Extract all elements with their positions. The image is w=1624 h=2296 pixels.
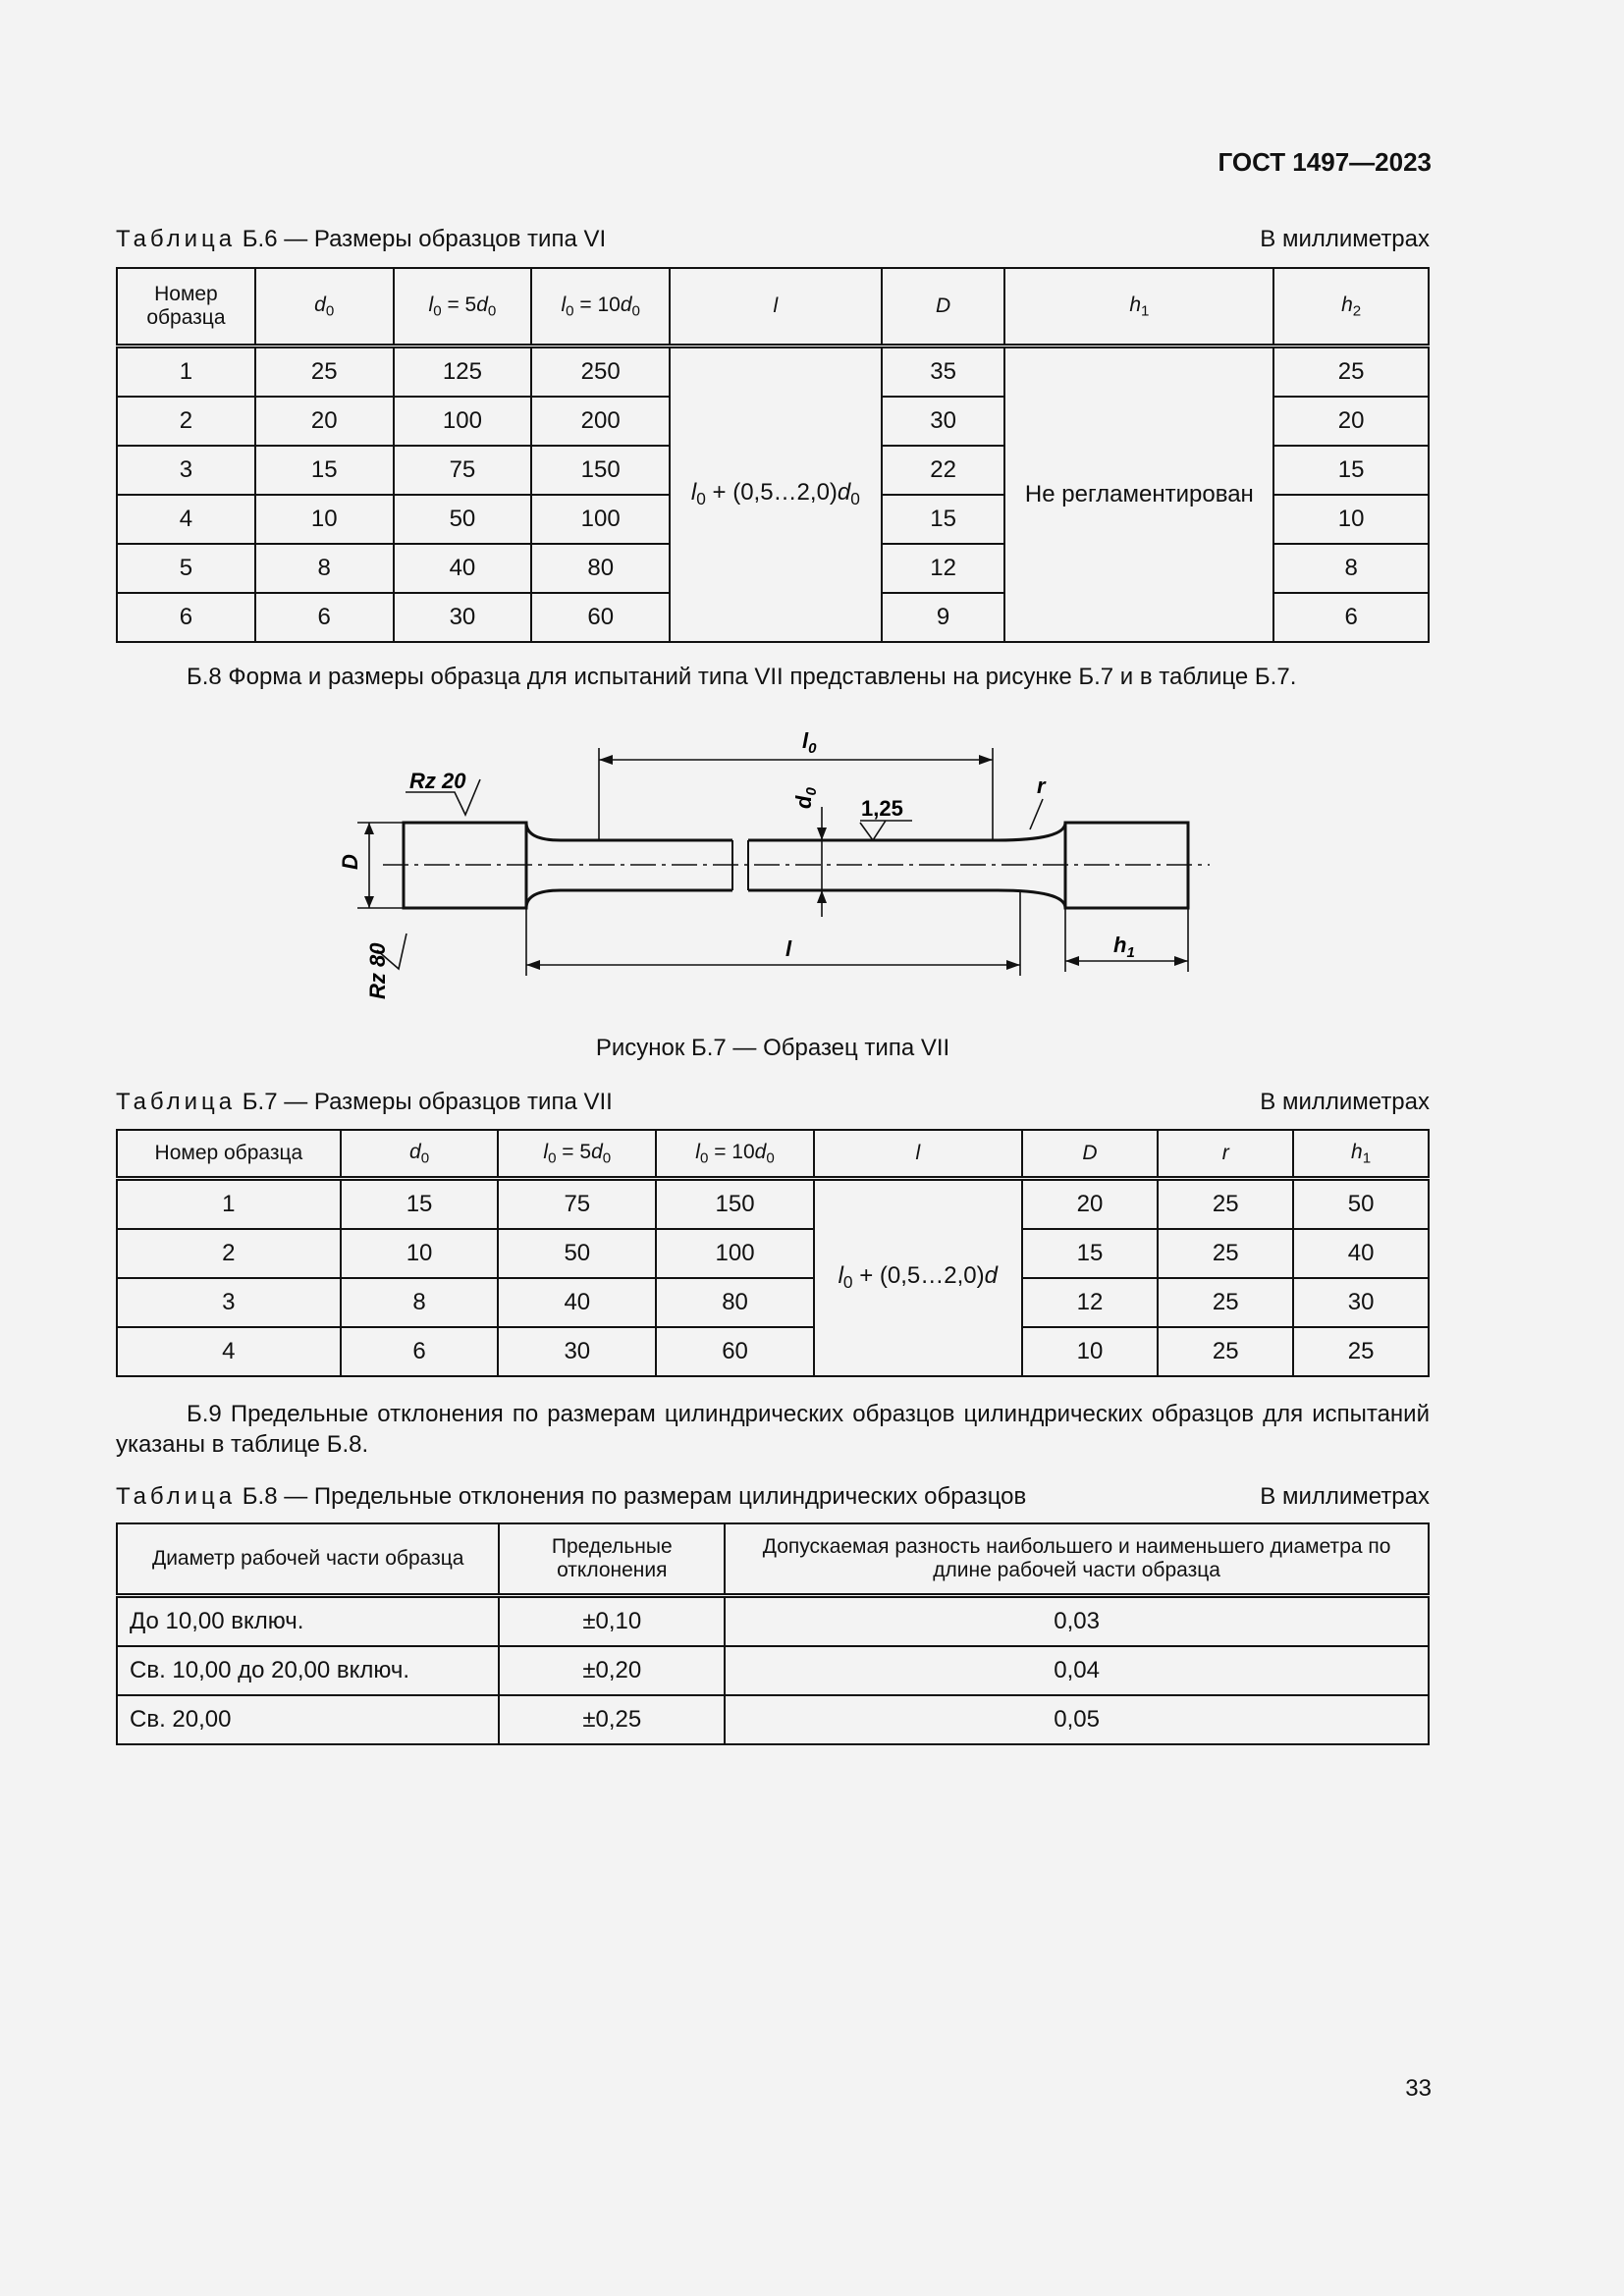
table7-col-h1: $h_1$ (1293, 1130, 1429, 1179)
cell: 30 (1293, 1278, 1429, 1327)
table6-caption-text: Б.6 — Размеры образцов типа VI (242, 226, 607, 252)
cell: 200 (531, 397, 670, 446)
table6-col-l0-5d0: $l_0 = 5d_0$ (394, 268, 532, 347)
table6-col-number: Номер образца (117, 268, 255, 347)
cell: 150 (531, 446, 670, 495)
cell: 20 (1022, 1179, 1159, 1230)
cell: 40 (1293, 1229, 1429, 1278)
label-l0: $l_0$ (802, 728, 817, 757)
table7-col-l: l (814, 1130, 1022, 1179)
cell: 100 (656, 1229, 814, 1278)
table7-col-D: D (1022, 1130, 1159, 1179)
table7-col-l0-10d0: $l_0 = 10d_0$ (656, 1130, 814, 1179)
table8-caption-text: Б.8 — Предельные отклонения по размерам цилиндрических образцов (242, 1483, 1027, 1510)
cell: 100 (531, 495, 670, 544)
table8-col-difference: Допускаемая разность наибольшего и наименьшего диаметра по длине рабочей части образца (725, 1523, 1429, 1596)
paragraph-b8: Б.8 Форма и размеры образца для испытаний типа VII представлены на рисунке Б.7 и в таблице Б.7. (187, 664, 1297, 690)
table6-caption-prefix: Таблица (116, 226, 237, 252)
table7-caption (116, 1089, 613, 1116)
table6-col-l0-10d0: $l_0 = 10d_0$ (531, 268, 670, 347)
table7-units: В миллиметрах (1260, 1089, 1430, 1115)
cell: 30 (498, 1327, 656, 1376)
table8 (116, 1522, 1430, 1745)
cell: 25 (1293, 1327, 1429, 1376)
cell: 2 (117, 1229, 341, 1278)
cell: 35 (882, 347, 1005, 398)
cell: 4 (117, 495, 255, 544)
table7-header-row (117, 1130, 1429, 1179)
table8-caption-row (116, 1483, 1430, 1511)
table8-row (117, 1596, 1429, 1647)
table6-l-formula-text: + (0,5…2,0) (712, 479, 838, 507)
cell: Св. 20,00 (117, 1695, 499, 1744)
table6-col-l: l (670, 268, 882, 347)
table8-row (117, 1695, 1429, 1744)
label-l: l (785, 936, 792, 961)
table7-row (117, 1179, 1429, 1230)
table7-col-l0-5d0: $l_0 = 5d_0$ (498, 1130, 656, 1179)
specimen-drawing (0, 0, 1624, 1041)
cell: 30 (394, 593, 532, 642)
cell: 75 (498, 1179, 656, 1230)
cell: 8 (341, 1278, 499, 1327)
cell: ±0,20 (499, 1646, 725, 1695)
cell: 8 (1273, 544, 1429, 593)
cell: 75 (394, 446, 532, 495)
cell: 15 (1273, 446, 1429, 495)
table7-l-formula-text: + (0,5…2,0) (859, 1262, 985, 1290)
cell: 50 (498, 1229, 656, 1278)
label-D: D (338, 854, 362, 870)
label-r: r (1037, 774, 1046, 798)
cell: 0,05 (725, 1695, 1429, 1744)
cell: 100 (394, 397, 532, 446)
cell: 15 (1022, 1229, 1159, 1278)
table6-col-h1: $h_1$ (1004, 268, 1273, 347)
cell: 3 (117, 1278, 341, 1327)
table7-l-formula: $l_0$ + (0,5…2,0)d (814, 1179, 1022, 1377)
cell: 9 (882, 593, 1005, 642)
cell: 40 (498, 1278, 656, 1327)
cell: 15 (255, 446, 394, 495)
cell: 20 (255, 397, 394, 446)
cell: 60 (656, 1327, 814, 1376)
cell: 80 (656, 1278, 814, 1327)
cell: 6 (117, 593, 255, 642)
table6-col-d0: $d_0$ (255, 268, 394, 347)
table6-col-D: D (882, 268, 1005, 347)
cell: 3 (117, 446, 255, 495)
table8-col-diameter: Диаметр рабочей части образца (117, 1523, 499, 1596)
table7-col-number: Номер образца (117, 1130, 341, 1179)
cell: 25 (1158, 1278, 1293, 1327)
cell: 2 (117, 397, 255, 446)
cell: 25 (1273, 347, 1429, 398)
table6-l-formula: $l_0$ + $(0,5\dots 2,0)d_0$ (670, 347, 882, 643)
cell: 15 (882, 495, 1005, 544)
cell: 10 (1022, 1327, 1159, 1376)
table7-row (117, 1327, 1429, 1376)
table8-col-deviation: Предельные отклонения (499, 1523, 725, 1596)
cell: Св. 10,00 до 20,00 включ. (117, 1646, 499, 1695)
cell: 60 (531, 593, 670, 642)
cell: 25 (1158, 1229, 1293, 1278)
document-code: ГОСТ 1497—2023 (1218, 147, 1432, 177)
table7-caption-row (116, 1089, 1430, 1116)
cell: 20 (1273, 397, 1429, 446)
table7-col-r: r (1158, 1130, 1293, 1179)
cell: 5 (117, 544, 255, 593)
table7-row (117, 1229, 1429, 1278)
cell: 50 (394, 495, 532, 544)
cell: 4 (117, 1327, 341, 1376)
cell: 40 (394, 544, 532, 593)
label-rz80: Rz 80 (365, 942, 390, 999)
cell: ±0,10 (499, 1596, 725, 1647)
page-number: 33 (1405, 2075, 1432, 2102)
cell: 125 (394, 347, 532, 398)
cell: 1 (117, 347, 255, 398)
cell: 25 (1158, 1179, 1293, 1230)
label-125: 1,25 (861, 796, 903, 821)
cell: 6 (341, 1327, 499, 1376)
cell: 0,04 (725, 1646, 1429, 1695)
table8-units: В миллиметрах (1260, 1483, 1430, 1510)
table7-caption-text: Б.7 — Размеры образцов типа VII (242, 1089, 613, 1115)
cell: 6 (255, 593, 394, 642)
paragraph-b9: Б.9 Предельные отклонения по размерам цилиндрических образцов цилиндрических образцов для испытаний указаны в таблице Б.8. (116, 1401, 1430, 1458)
cell: 15 (341, 1179, 499, 1230)
label-h1: $h_1$ (1113, 933, 1135, 961)
table6-col-h2: $h_2$ (1273, 268, 1429, 347)
figure-caption: Рисунок Б.7 — Образец типа VII (595, 1035, 950, 1061)
table6-h1-merged: Не регламентирован (1004, 347, 1273, 643)
cell: 12 (882, 544, 1005, 593)
cell: ±0,25 (499, 1695, 725, 1744)
table8-row (117, 1646, 1429, 1695)
label-d0: $d_0$ (791, 787, 820, 809)
cell: 8 (255, 544, 394, 593)
cell: 6 (1273, 593, 1429, 642)
table7-col-d0: $d_0$ (341, 1130, 499, 1179)
cell: 22 (882, 446, 1005, 495)
cell: 1 (117, 1179, 341, 1230)
cell: 10 (255, 495, 394, 544)
cell: 12 (1022, 1278, 1159, 1327)
table8-caption-prefix: Таблица (116, 1483, 237, 1510)
table8-caption (116, 1483, 1026, 1511)
cell: 10 (1273, 495, 1429, 544)
cell: 250 (531, 347, 670, 398)
cell: До 10,00 включ. (117, 1596, 499, 1647)
cell: 150 (656, 1179, 814, 1230)
cell: 0,03 (725, 1596, 1429, 1647)
cell: 30 (882, 397, 1005, 446)
table8-header-row (117, 1523, 1429, 1596)
table7-caption-prefix: Таблица (116, 1089, 237, 1115)
table7-row (117, 1278, 1429, 1327)
cell: 80 (531, 544, 670, 593)
cell: 25 (255, 347, 394, 398)
cell: 50 (1293, 1179, 1429, 1230)
label-rz20: Rz 20 (409, 769, 466, 793)
cell: 25 (1158, 1327, 1293, 1376)
table7 (116, 1129, 1430, 1377)
table6-units: В миллиметрах (1260, 226, 1430, 252)
cell: 10 (341, 1229, 499, 1278)
